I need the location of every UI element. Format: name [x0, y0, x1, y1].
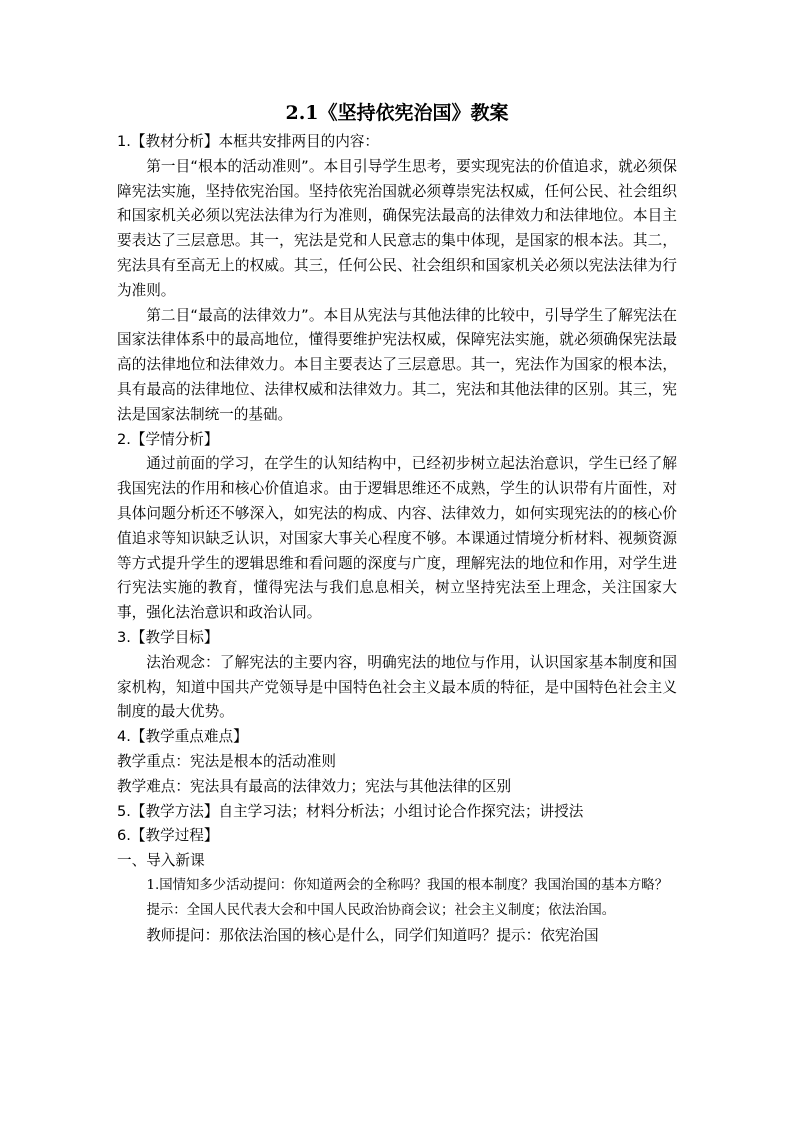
- section-2-heading: 2.【学情分析】: [117, 430, 219, 448]
- section-1-paragraph-1: 第一目“根本的活动准则”。本目引导学生思考，要实现宪法的价值追求，就必须保障宪法实施，坚持依宪治国。坚持依宪治国就必须尊崇宪法权威，任何公民、社会组织和国家机关必须以宪法法律为行为准则，确保宪法最高的法律效力和法律地位。本目主要表达了三层意思。其一，宪法是党和人民意志的集中体现，是国家的根本法。其二，宪法具有至高无上的权威。其三，任何公民、社会组织和国家机关必须以宪法法律为行为准则。: [117, 157, 677, 299]
- section-2-paragraph-1: 通过前面的学习，在学生的认知结构中，已经初步树立起法治意识，学生已经了解我国宪法的作用和核心价值追求。由于逻辑思维还不成熟，学生的认识带有片面性，对具体问题分析还不够深入，如宪法的构成、内容、法律效力，如何实现宪法的的核心价值追求等知识缺乏认识，对国家大事关心程度不够。本课通过情境分析材料、视频资源等方式提升学生的逻辑思维和看问题的深度与广度，理解宪法的地位和作用，对学生进行宪法实施的教育，懂得宪法与我们息息相关，树立坚持宪法至上理念，关注国家大事，强化法治意识和政治认同。: [117, 455, 677, 622]
- section-1-paragraph-2: 第二目“最高的法律效力”。本目从宪法与其他法律的比较中，引导学生了解宪法在国家法律体系中的最高地位，懂得要维护宪法权威，保障宪法实施，就必须确保宪法最高的法律地位和法律效力。本目主要表达了三层意思。其一，宪法作为国家的根本法，具有最高的法律地位、法律权威和法律效力。其二，宪法和其他法律的区别。其三，宪法是国家法制统一的基础。: [117, 306, 677, 423]
- section-6-heading: 6.【教学过程】: [117, 827, 219, 845]
- part-1-heading: 一、导入新课: [117, 852, 205, 870]
- hint-1: 提示：全国人民代表大会和中国人民政治协商会议；社会主义制度；依法治国。: [146, 902, 616, 918]
- teaching-key-point: 教学重点：宪法是根本的活动准则: [117, 752, 336, 770]
- section-1-heading: 1.【教材分析】本框共安排两目的内容：: [117, 133, 380, 150]
- question-2: 教师提问：那依法治国的核心是什么，同学们知道吗？提示：依宪治国: [146, 926, 599, 944]
- section-3-paragraph-1: 法治观念：了解宪法的主要内容，明确宪法的地位与作用，认识国家基本制度和国家机构，知道中国共产党领导是中国特色社会主义最本质的特征，是中国特色社会主义制度的最大优势。: [117, 653, 677, 721]
- section-5-heading: 5.【教学方法】自主学习法；材料分析法；小组讨论合作探究法；讲授法: [117, 802, 584, 820]
- section-4-heading: 4.【教学重点难点】: [117, 728, 248, 746]
- document-page: [117, 100, 677, 948]
- document-title: 2.1《坚持依宪治国》教案: [285, 102, 509, 124]
- question-1: 1.国情知多少活动提问：你知道两会的全称吗？我国的根本制度？我国治国的基本方略？: [146, 877, 669, 893]
- teaching-difficult-point: 教学难点：宪法具有最高的法律效力；宪法与其他法律的区别: [117, 777, 512, 795]
- section-3-heading: 3.【教学目标】: [117, 628, 219, 646]
